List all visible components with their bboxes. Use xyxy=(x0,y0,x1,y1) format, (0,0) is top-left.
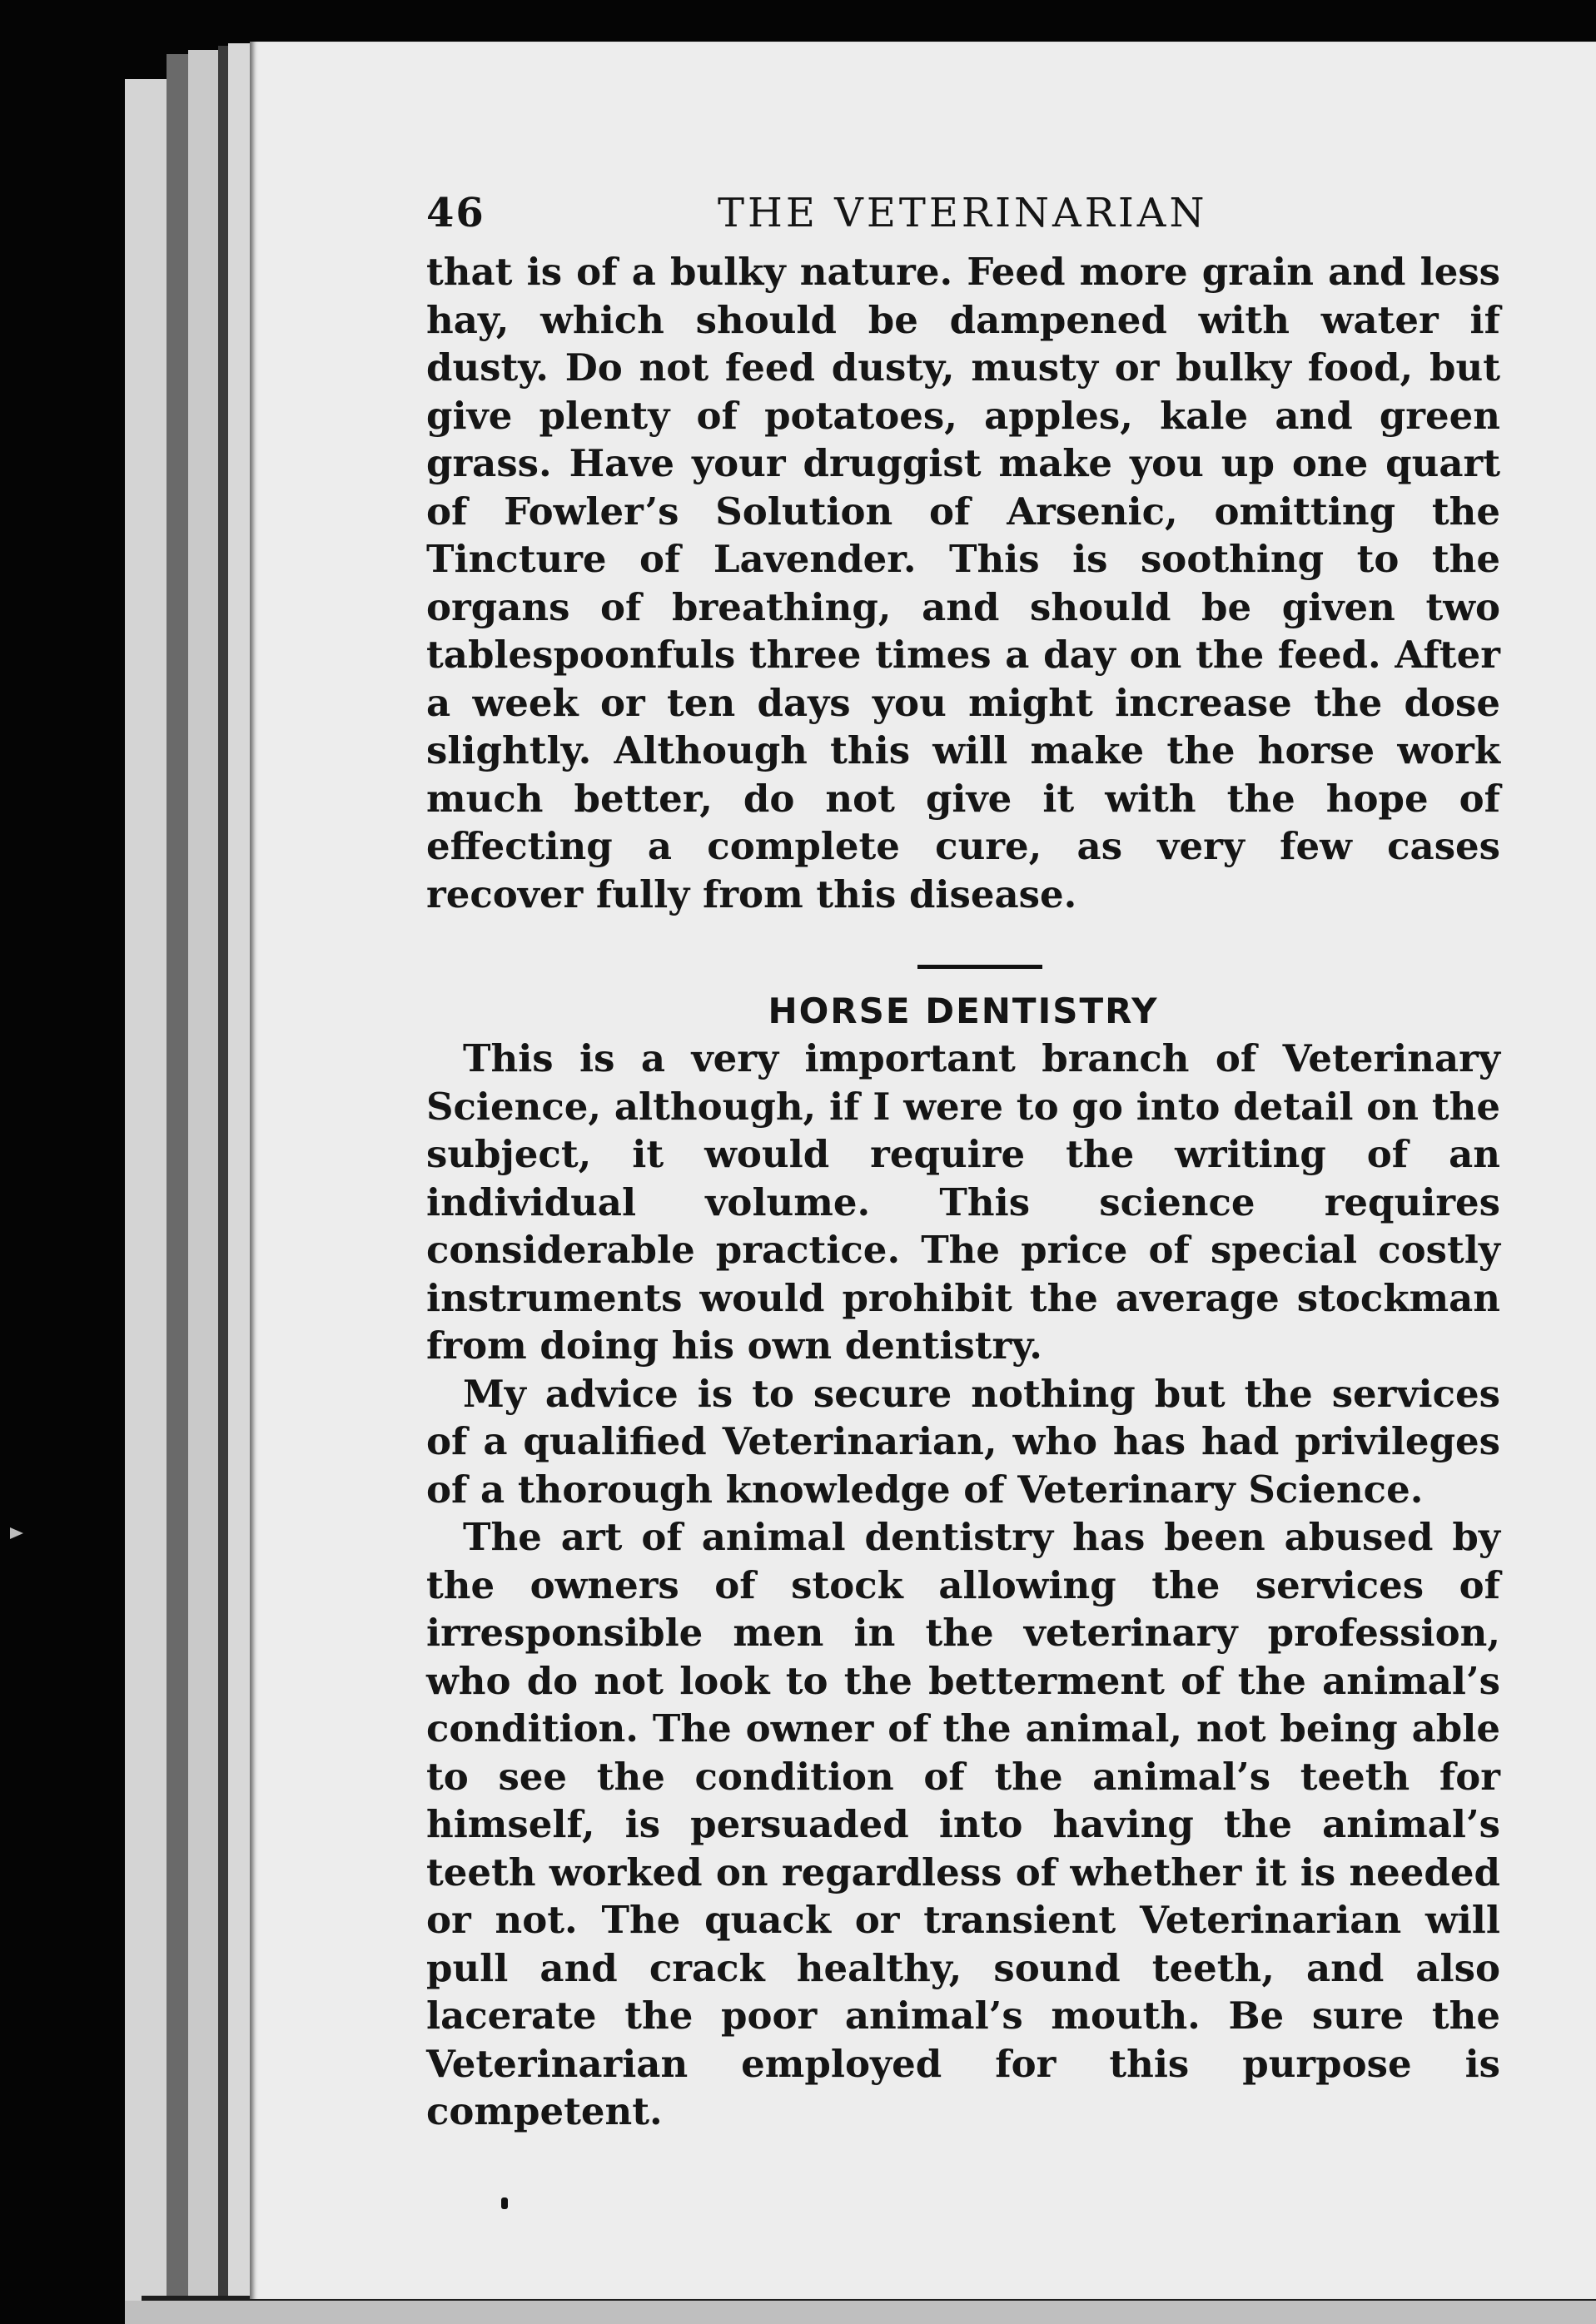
page-edge xyxy=(188,50,221,2324)
section-heading: HORSE DENTISTRY xyxy=(768,991,1159,1031)
paragraph: The art of animal dentistry has been abused by the owners of stock allowing the services of irresponsible men in the veterinary profession, who do not look to the betterment of the animal’s condition. The owner of the animal, not being able to see the condition of the animal’s teeth for himself, is persuaded into having the animal’s teeth worked on regardless of whether it is needed or not. The quack or transient Veterinarian will pull and crack healthy, sound teeth, and also lacerate the poor animal’s mouth. Be sure the Veterinarian employed for this purpose is competent. xyxy=(426,1515,1500,2133)
page-number: 46 xyxy=(426,190,485,236)
paragraph: This is a very important branch of Veterinary Science, although, if I were to go into detail on the subject, it would require the writing of an individual volume. This science requires considerable practice. The price of special costly instruments would prohibit the average stockman from doing his own dentistry. xyxy=(426,1036,1500,1368)
page-edge xyxy=(167,54,190,2324)
running-head xyxy=(426,190,1500,248)
book-page xyxy=(250,42,1596,2299)
margin-arrow-mark xyxy=(10,1527,23,1539)
paragraph: My advice is to secure nothing but the services of a qualified Veterinarian, who has had privileges of a thorough knowledge of Veterinary Science. xyxy=(426,1371,1500,1512)
ink-speck xyxy=(501,2197,508,2209)
book-title: THE VETERINARIAN xyxy=(718,190,1208,236)
continued-paragraph: that is of a bulky nature. Feed more grain and less hay, which should be dampened with water if dusty. Do not feed dusty, musty or bulky food, but give plenty of potatoes, apples, kale and green grass. Have your druggist make you up one quart of Fowler’s Solution of Arsenic, omitting the Tincture of Lavender. This is soothing to the organs of breathing, and should be given two tablespoonfuls three times a day on the feed. After a week or ten days you might increase the dose slightly. Although this will make the horse work much better, do not give it with the hope of effecting a complete cure, as very few cases recover fully from this disease. xyxy=(426,250,1500,916)
lower-page-edge xyxy=(125,2301,1596,2324)
page-text-block xyxy=(426,190,1500,2136)
section-divider xyxy=(917,965,1042,969)
